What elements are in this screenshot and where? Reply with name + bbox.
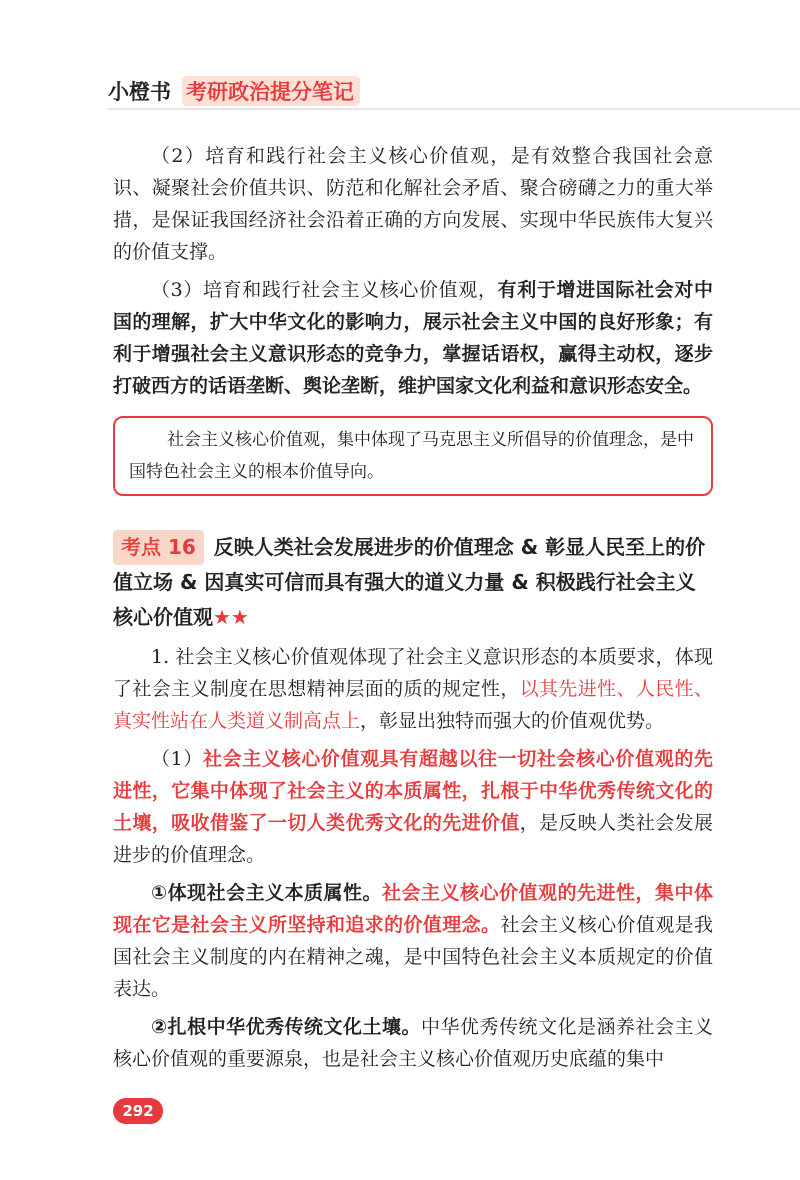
- sub-point-1: [113, 743, 713, 871]
- point-1-text: 1. 社会主义核心价值观体现了社会主义意识形态的本质要求，体现了社会主义制度在思想精神层面的质的规定性，: [113, 646, 713, 700]
- kaodian-title: 反映人类社会发展进步的价值理念 & 彰显人民至上的价值立场 & 因真实可信而具有强大的道义力量 & 积极践行社会主义核心价值观: [113, 535, 706, 629]
- item-1-bold: ①体现社会主义本质属性。: [151, 882, 383, 904]
- point-1: [113, 641, 713, 737]
- page-number: 292: [113, 1098, 163, 1124]
- item-2-tail: 中华优秀传统文化是涵养社会主义核心价值观的重要源泉，也是社会主义核心价值观历史底蕴的集中: [113, 1016, 713, 1070]
- kaodian-badge: 考点 16: [113, 530, 204, 565]
- item-2-bold: ②扎根中华优秀传统文化土壤。: [151, 1016, 422, 1038]
- sub-point-1-tail: ，是反映人类社会发展进步的价值理念。: [113, 812, 713, 866]
- paragraph-2-text: （2）培育和践行社会主义核心价值观，是有效整合我国社会意识、凝聚社会价值共识、防范和化解社会矛盾、聚合磅礴之力的重大举措，是保证我国经济社会沿着正确的方向发展、实现中华民族伟大复兴的价值支撑。: [113, 145, 713, 263]
- point-1-red: 以其先进性、人民性、真实性站在人类道义制高点上: [113, 678, 713, 732]
- running-header: [108, 68, 800, 108]
- paragraph-3-lead: （3）培育和践行社会主义核心价值观，: [151, 279, 498, 301]
- book-subtitle: 考研政治提分笔记: [182, 76, 360, 106]
- note-box: [113, 416, 713, 496]
- note-text: 社会主义核心价值观，集中体现了马克思主义所倡导的价值理念，是中国特色社会主义的根本价值导向。: [129, 430, 694, 482]
- header-rule: [108, 108, 800, 110]
- item-1-red: 社会主义核心价值观的先进性，集中体现在它是社会主义所坚持和追求的价值理念。: [113, 882, 713, 936]
- paragraph-2: [113, 140, 713, 268]
- star-rating: ★★: [213, 605, 249, 629]
- point-1-tail: ，彰显出独特而强大的价值观优势。: [360, 710, 665, 732]
- book-name: 小橙书: [108, 80, 171, 104]
- item-1: [113, 877, 713, 1005]
- kaodian-heading: [113, 530, 713, 635]
- paragraph-3: [113, 274, 713, 402]
- item-2: [113, 1011, 713, 1075]
- sub-point-1-lead: （1）: [151, 748, 204, 770]
- paragraph-3-bold: 有利于增进国际社会对中国的理解，扩大中华文化的影响力，展示社会主义中国的良好形象；有利于增强社会主义意识形态的竞争力，掌握话语权，赢得主动权，逐步打破西方的话语垄断、舆论垄断，维护国家文化利益和意识形态安全。: [113, 279, 713, 397]
- sub-point-1-red: 社会主义核心价值观具有超越以往一切社会核心价值观的先进性，它集中体现了社会主义的本质属性，扎根于中华优秀传统文化的土壤，吸收借鉴了一切人类优秀文化的先进价值: [113, 748, 713, 834]
- page-content: [113, 140, 713, 1075]
- item-1-tail: 社会主义核心价值观是我国社会主义制度的内在精神之魂，是中国特色社会主义本质规定的价值表达。: [113, 914, 713, 1000]
